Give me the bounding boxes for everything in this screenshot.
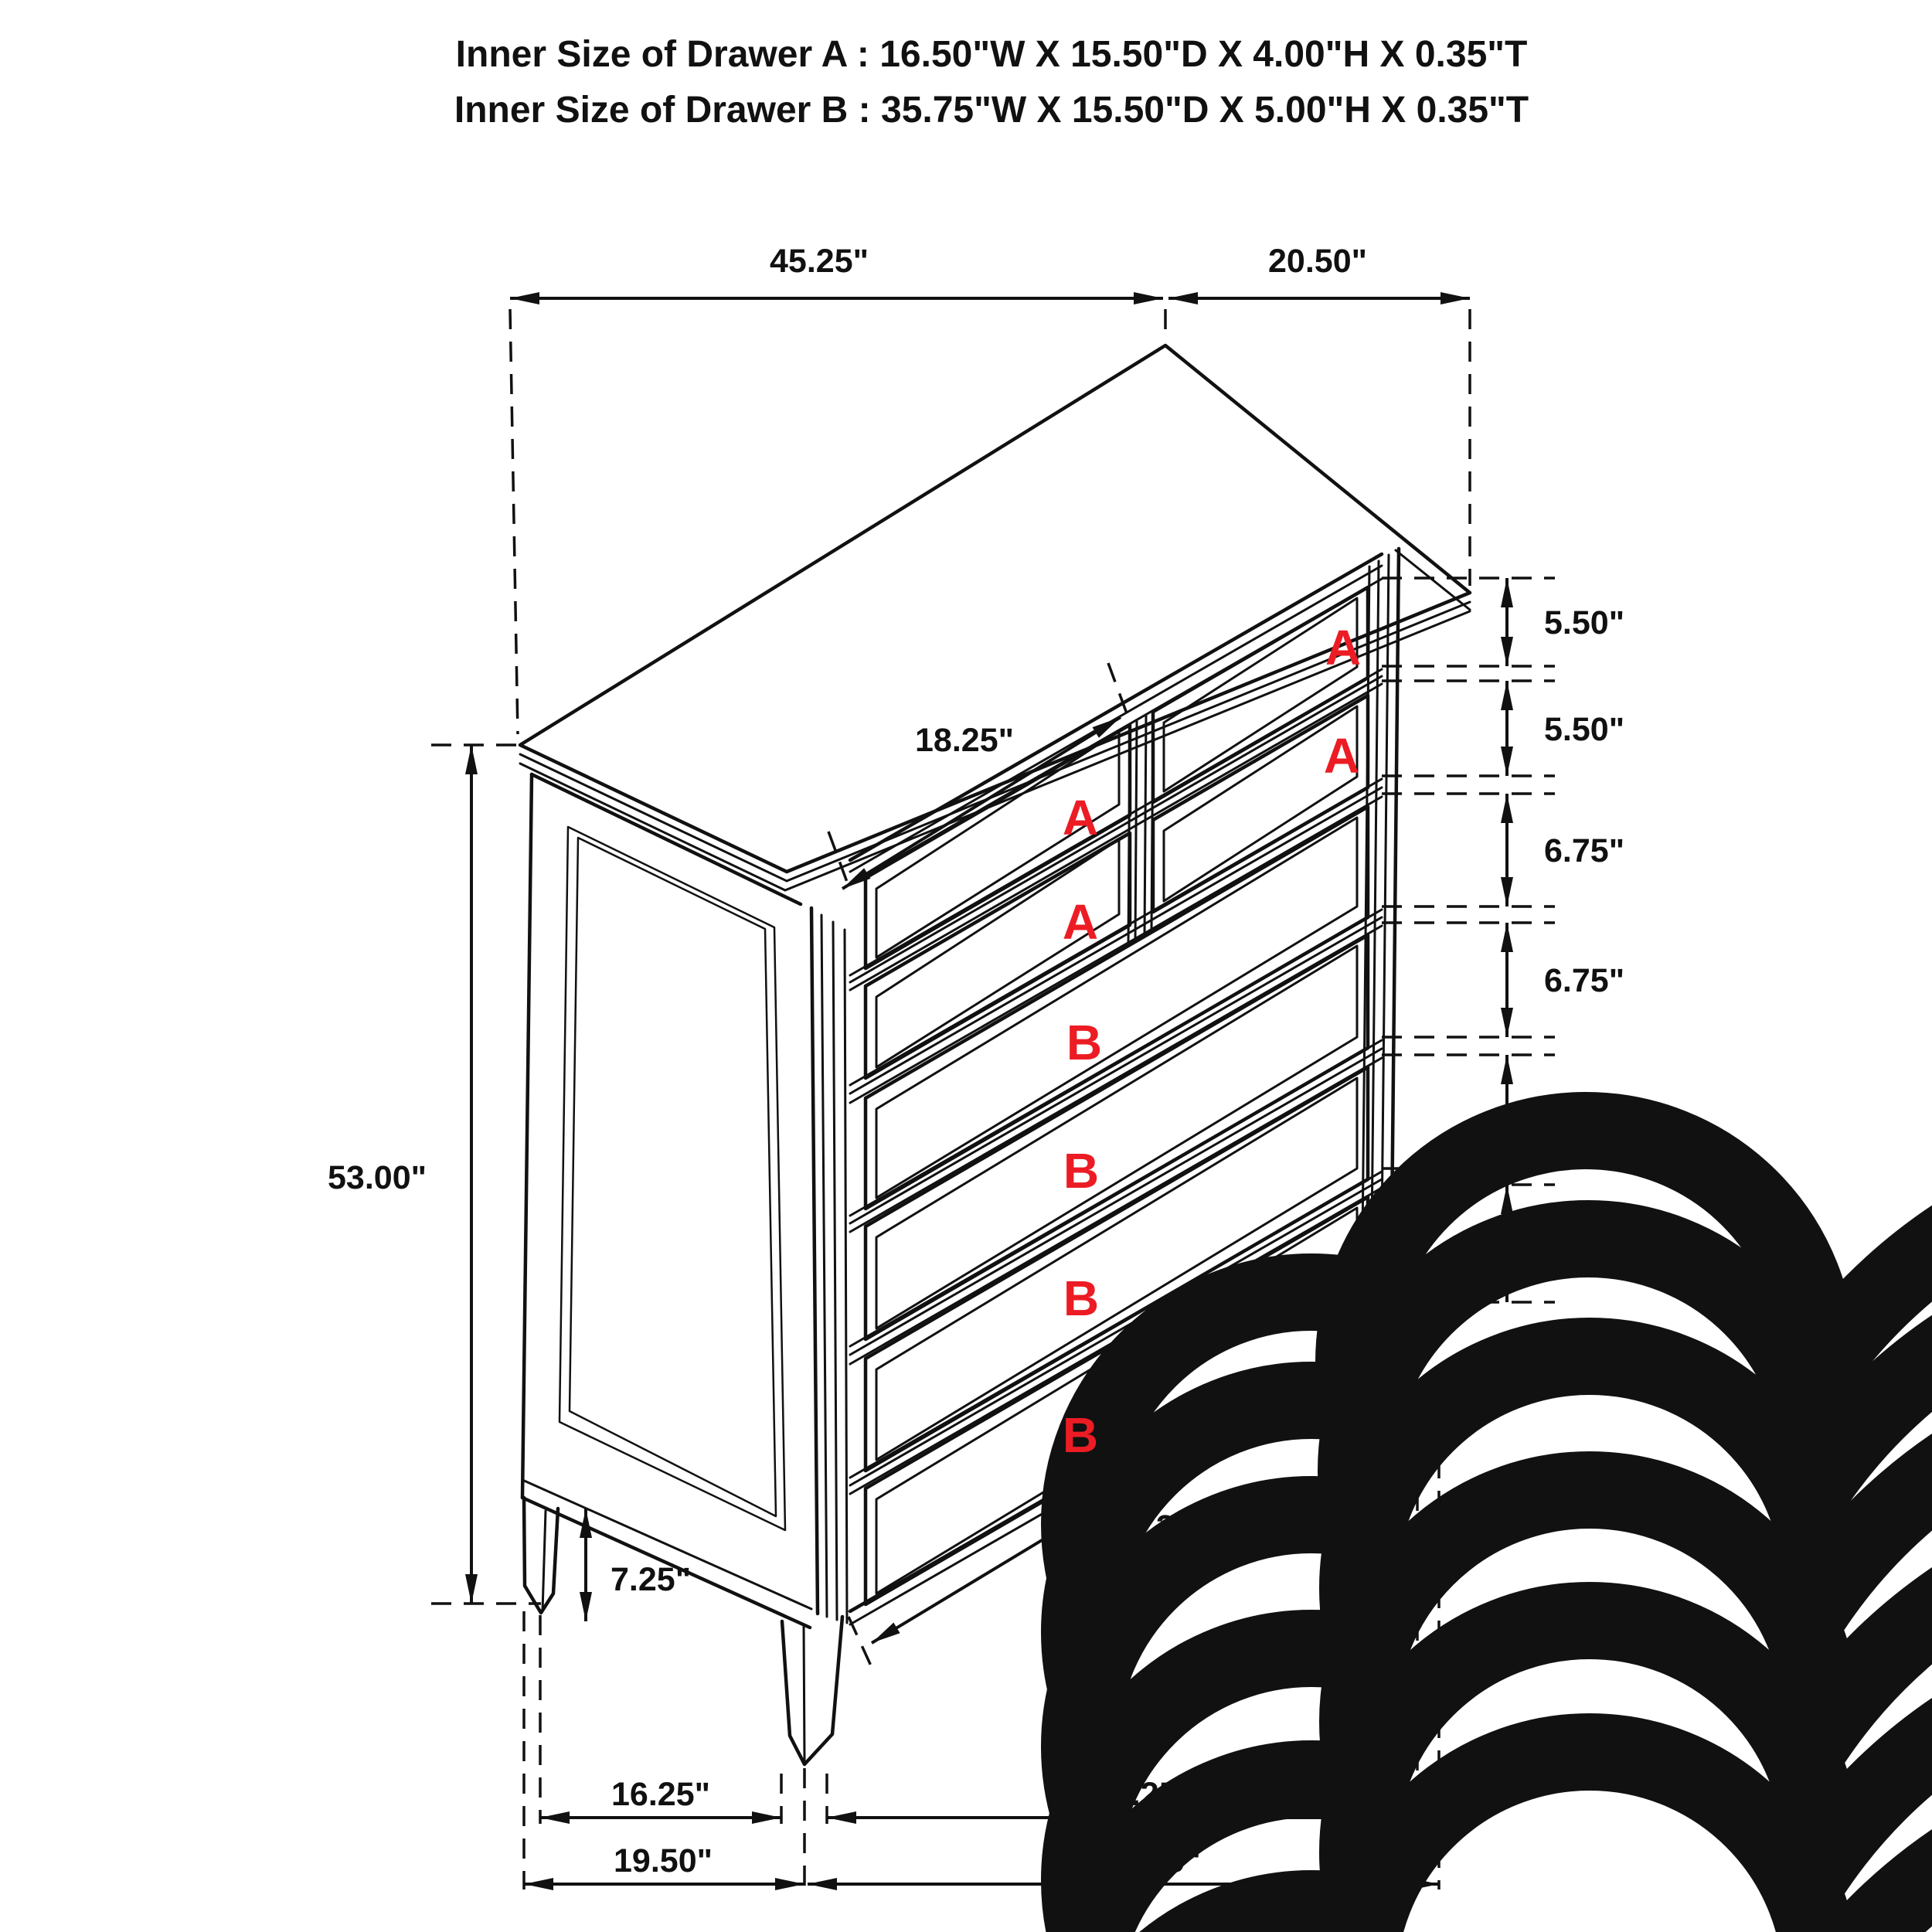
dim-drawer-a1-height-label: 5.50" (1544, 604, 1625, 641)
dim-leg-height-label: 7.25" (611, 1561, 692, 1598)
dim-bottom-inner-depth-label: 16.25" (611, 1776, 710, 1813)
drawer-b-1 (866, 807, 1368, 1209)
dim-leg-height (586, 1509, 691, 1621)
dim-drawer-a2-height-label: 5.50" (1544, 711, 1625, 748)
front-left-leg (782, 1617, 842, 1764)
dim-top-depth (1168, 243, 1470, 586)
title-drawer-a-inner-size: Inner Size of Drawer A : 16.50"W X 15.50"D X 4.00"H X 0.35"T (455, 34, 1528, 75)
label-drawer-a-right-1: A (1325, 620, 1362, 675)
label-drawer-b-4: B (1062, 1407, 1099, 1463)
title-block (454, 34, 1529, 131)
dim-bottom-inner-width-label: 40.25" (1094, 1776, 1193, 1813)
front-left-stile (811, 908, 847, 1623)
title-drawer-b-inner-size: Inner Size of Drawer B : 35.75"W X 15.50"D X 5.00"H X 0.35"T (454, 90, 1529, 131)
back-left-leg (524, 1498, 558, 1613)
dim-drawer-b4-height-label: 6.75" (1544, 1226, 1625, 1263)
dim-bottom-outer-depth (524, 1842, 804, 1884)
dim-drawer-a-width-label: 18.25" (915, 722, 1014, 759)
dim-drawer-b1-height-label: 6.75" (1544, 832, 1625, 869)
label-drawer-a-left-2: A (1062, 894, 1099, 950)
chest-of-drawers (520, 345, 1932, 1932)
label-drawer-b-2: B (1063, 1143, 1100, 1199)
dim-bottom-outer-width-label: 43.50" (1102, 1842, 1201, 1879)
dim-overall-height-label: 53.00" (328, 1159, 427, 1196)
dim-bottom-inner-depth (540, 1776, 781, 1818)
dim-top-depth-label: 20.50" (1268, 243, 1367, 280)
dim-drawer-b3-height-label: 6.75" (1544, 1094, 1625, 1131)
label-drawer-a-right-2: A (1323, 728, 1360, 784)
dim-drawer-b2-height-label: 6.75" (1544, 962, 1625, 999)
side-panel (522, 774, 811, 1628)
label-drawer-b-1: B (1066, 1015, 1103, 1070)
dim-top-width (510, 243, 1165, 734)
label-drawer-a-left-1: A (1062, 790, 1099, 845)
dim-bottom-outer-depth-label: 19.50" (614, 1842, 713, 1879)
dim-overall-height (328, 745, 541, 1604)
label-drawer-b-3: B (1063, 1270, 1100, 1326)
dim-top-width-label: 45.25" (770, 243, 869, 280)
dim-drawer-b-width-label: 37.25" (1156, 1509, 1255, 1546)
